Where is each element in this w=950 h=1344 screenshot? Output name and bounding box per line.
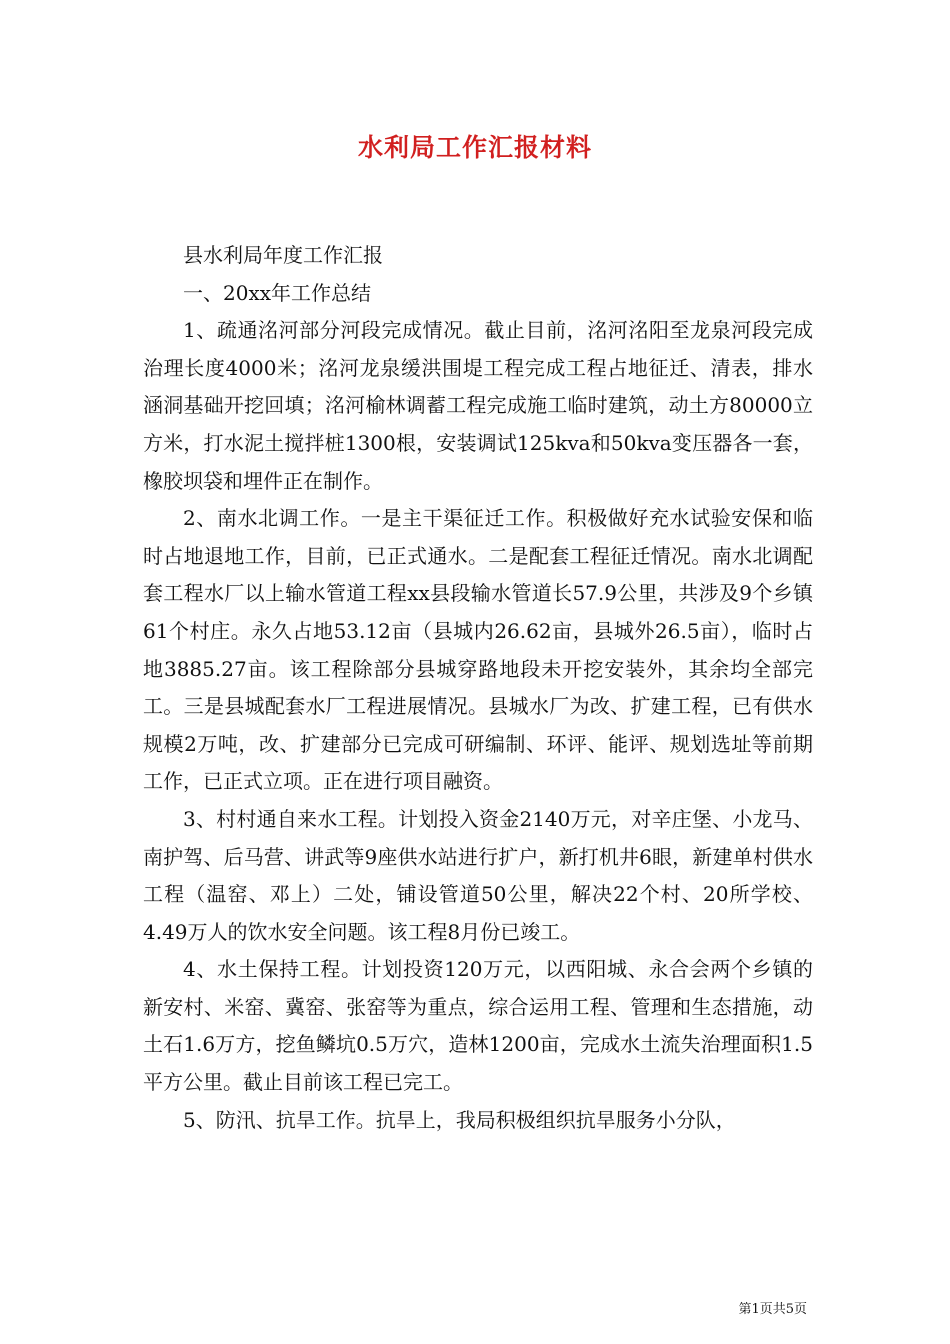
paragraph-item-5: 5、防汛、抗旱工作。抗旱上，我局积极组织抗旱服务小分队， xyxy=(183,1107,736,1132)
paragraph-section-title: 一、20xx年工作总结 xyxy=(183,280,372,305)
page-number: 第1页共5页 xyxy=(738,1302,807,1317)
paragraph-heading: 县水利局年度工作汇报 xyxy=(183,243,383,267)
paragraph-item-4: 4、水土保持工程。计划投资120万元，以西阳城、永合会两个乡镇的新安村、米窑、冀窑、张窑等为重点，综合运用工程、管理和生态措施，动土石1.6万方，挖鱼鳞坑0.5万穴，造林1200亩，完成水土流失治理面积1.5平方公里。截止目前该工程已完工。 xyxy=(143,957,813,1095)
document-body xyxy=(143,237,813,1139)
paragraph-item-1: 1、疏通洺河部分河段完成情况。截止目前，洺河洺阳至龙泉河段完成治理长度4000米；洺河龙泉缓洪围堤工程完成工程占地征迁、清表，排水涵洞基础开挖回填；洺河榆林调蓄工程完成施工临时建筑，动土方80000立方米，打水泥土搅拌桩1300根，安装调试125kva和50kva变压器各一套，橡胶坝袋和埋件正在制作。 xyxy=(143,318,813,493)
document-title: 水利局工作汇报材料 xyxy=(357,133,592,162)
paragraph-item-3: 3、村村通自来水工程。计划投入资金2140万元，对辛庄堡、小龙马、南护驾、后马营、讲武等9座供水站进行扩户，新打机井6眼，新建单村供水工程（温窑、邓上）二处，铺设管道50公里，解决22个村、20所学校、4.49万人的饮水安全问题。该工程8月份已竣工。 xyxy=(143,806,813,944)
paragraph-item-2: 2、南水北调工作。一是主干渠征迁工作。积极做好充水试验安保和临时占地退地工作，目前，已正式通水。二是配套工程征迁情况。南水北调配套工程水厂以上输水管道工程xx县段输水管道长57.9公里，共涉及9个乡镇61个村庄。永久占地53.12亩（县城内26.62亩，县城外26.5亩），临时占地3885.27亩。该工程除部分县城穿路地段未开挖安装外，其余均全部完工。三是县城配套水厂工程进展情况。县城水厂为改、扩建工程，已有供水规模2万吨，改、扩建部分已完成可研编制、环评、能评、规划选址等前期工作，已正式立项。正在进行项目融资。 xyxy=(143,506,813,794)
